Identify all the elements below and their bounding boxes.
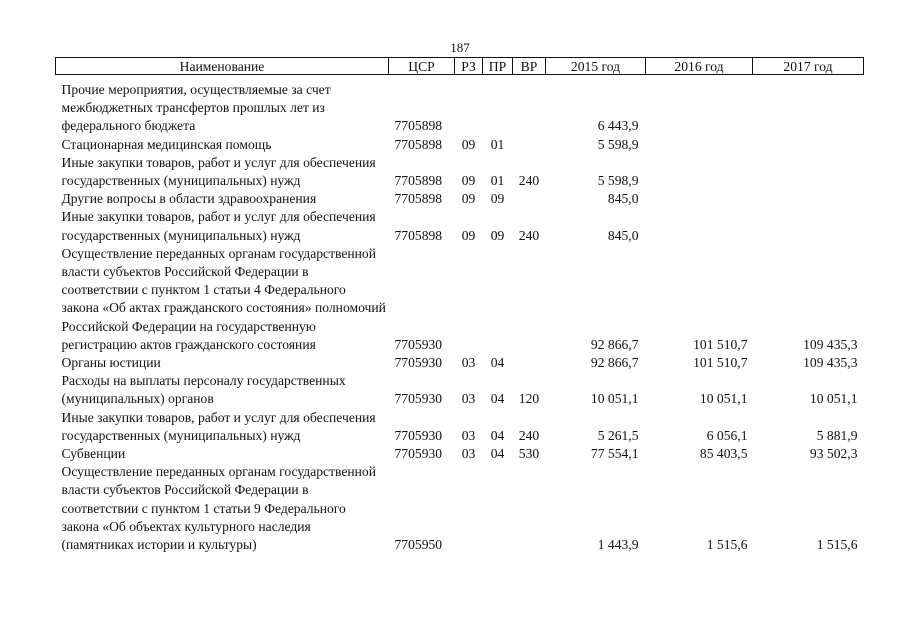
- row-name: Органы юстиции: [61, 355, 161, 371]
- table-row: [56, 208, 864, 244]
- header-name: Наименование: [56, 58, 389, 75]
- budget-table: [55, 57, 864, 554]
- row-2015: 6 443,9: [597, 118, 639, 134]
- row-2016: 85 403,5: [699, 446, 748, 462]
- row-vr: [513, 354, 546, 372]
- row-name: Осуществление переданных органам государственной власти субъектов Российской Федерации в соответствии с пунктом 1 статьи 4 Федерального закона «Об актах гражданского состояния» полномочий Российской Федерации на государственную регистрацию актов гражданского состояния: [61, 245, 386, 352]
- row-csr: 7705898: [394, 227, 443, 243]
- row-pr: 01: [490, 136, 505, 152]
- row-name: Другие вопросы в области здравоохранения: [61, 191, 317, 207]
- row-csr: 7705930: [394, 427, 443, 443]
- row-rz: 03: [461, 391, 476, 407]
- row-2015: 10 051,1: [590, 391, 639, 407]
- row-pr: 04: [490, 355, 505, 371]
- table-row: [56, 190, 864, 208]
- row-rz: [455, 463, 483, 554]
- row-2016: 101 510,7: [693, 336, 748, 352]
- table-row: [56, 75, 864, 136]
- row-pr: 04: [490, 427, 505, 443]
- row-vr: 120: [518, 391, 540, 407]
- row-2016: [646, 154, 753, 190]
- row-2017: [753, 136, 864, 154]
- table-row: [56, 463, 864, 554]
- row-vr: [513, 136, 546, 154]
- header-2016: 2016 год: [646, 58, 753, 75]
- header-2015: 2015 год: [546, 58, 646, 75]
- row-2017: 10 051,1: [809, 391, 858, 407]
- row-name: Иные закупки товаров, работ и услуг для обеспечения государственных (муниципальных) нужд: [61, 409, 376, 443]
- row-2016: [646, 190, 753, 208]
- row-rz: 09: [461, 191, 476, 207]
- row-2015: 1 443,9: [597, 537, 639, 553]
- row-vr: [513, 190, 546, 208]
- row-pr: [483, 75, 513, 136]
- row-2017: 1 515,6: [816, 537, 858, 553]
- row-2016: [646, 75, 753, 136]
- row-2015: 5 598,9: [597, 136, 639, 152]
- table-header: [56, 58, 864, 75]
- table-row: [56, 245, 864, 354]
- table-row: [56, 354, 864, 372]
- row-vr: 240: [518, 227, 540, 243]
- row-2015: 845,0: [607, 191, 639, 207]
- row-pr: 04: [490, 446, 505, 462]
- row-pr: [483, 463, 513, 554]
- row-vr: [513, 463, 546, 554]
- row-2015: 92 866,7: [590, 336, 639, 352]
- row-csr: 7705898: [394, 136, 443, 152]
- row-pr: 09: [490, 191, 505, 207]
- row-rz: [455, 245, 483, 354]
- table-row: [56, 372, 864, 408]
- row-csr: 7705930: [394, 355, 443, 371]
- row-pr: 01: [490, 173, 505, 189]
- header-2017: 2017 год: [753, 58, 864, 75]
- row-name: Стационарная медицинская помощь: [61, 136, 272, 152]
- row-vr: 240: [518, 427, 540, 443]
- row-csr: 7705930: [394, 391, 443, 407]
- row-2016: 101 510,7: [693, 355, 748, 371]
- row-2016: [646, 208, 753, 244]
- row-rz: 09: [461, 227, 476, 243]
- row-name: Расходы на выплаты персоналу государственных (муниципальных) органов: [61, 373, 346, 407]
- table-row: [56, 154, 864, 190]
- page-number: 187: [450, 40, 470, 55]
- row-csr: 7705898: [394, 118, 443, 134]
- row-rz: 03: [461, 355, 476, 371]
- row-csr: 7705930: [394, 336, 443, 352]
- row-csr: 7705950: [394, 537, 443, 553]
- row-vr: [513, 245, 546, 354]
- row-vr: 530: [518, 446, 540, 462]
- row-csr: 7705898: [394, 173, 443, 189]
- row-2016: 1 515,6: [706, 537, 748, 553]
- row-vr: [513, 75, 546, 136]
- table-row: [56, 409, 864, 445]
- row-2017: [753, 190, 864, 208]
- row-rz: 03: [461, 427, 476, 443]
- header-vr: ВР: [513, 58, 546, 75]
- row-2017: [753, 75, 864, 136]
- row-name: Иные закупки товаров, работ и услуг для обеспечения государственных (муниципальных) нужд: [61, 154, 376, 189]
- row-pr: 09: [490, 227, 505, 243]
- row-name: Осуществление переданных органам государственной власти субъектов Российской Федерации в соответствии с пунктом 1 статьи 9 Федерального закона «Об объектах культурного наследия (памятниках истории и культуры): [61, 464, 377, 553]
- row-rz: [455, 75, 483, 136]
- row-rz: 09: [461, 173, 476, 189]
- row-2015: 845,0: [607, 227, 639, 243]
- row-vr: 240: [518, 173, 540, 189]
- table-row: [56, 136, 864, 154]
- row-2015: 77 554,1: [590, 446, 639, 462]
- row-2016: 10 051,1: [699, 391, 748, 407]
- row-2017: 5 881,9: [816, 427, 858, 443]
- table-row: [56, 445, 864, 463]
- row-csr: 7705898: [394, 191, 443, 207]
- row-2015: 92 866,7: [590, 355, 639, 371]
- table-body: [56, 75, 864, 555]
- row-2017: 109 435,3: [803, 336, 858, 352]
- row-pr: [483, 245, 513, 354]
- row-rz: 09: [461, 136, 476, 152]
- row-2017: 93 502,3: [809, 446, 858, 462]
- header-pr: ПР: [483, 58, 513, 75]
- row-rz: 03: [461, 446, 476, 462]
- header-rz: РЗ: [455, 58, 483, 75]
- row-2015: 5 598,9: [597, 173, 639, 189]
- row-pr: 04: [490, 391, 505, 407]
- row-2015: 5 261,5: [597, 427, 639, 443]
- row-2017: [753, 154, 864, 190]
- row-name: Прочие мероприятия, осуществляемые за счет межбюджетных трансфертов прошлых лет из федерального бюджета: [61, 82, 331, 134]
- row-2016: 6 056,1: [706, 427, 748, 443]
- header-csr: ЦСР: [389, 58, 455, 75]
- row-2017: [753, 208, 864, 244]
- row-csr: 7705930: [394, 446, 443, 462]
- row-name: Субвенции: [61, 446, 126, 462]
- row-2016: [646, 136, 753, 154]
- row-2017: 109 435,3: [803, 355, 858, 371]
- row-name: Иные закупки товаров, работ и услуг для обеспечения государственных (муниципальных) нужд: [61, 209, 376, 243]
